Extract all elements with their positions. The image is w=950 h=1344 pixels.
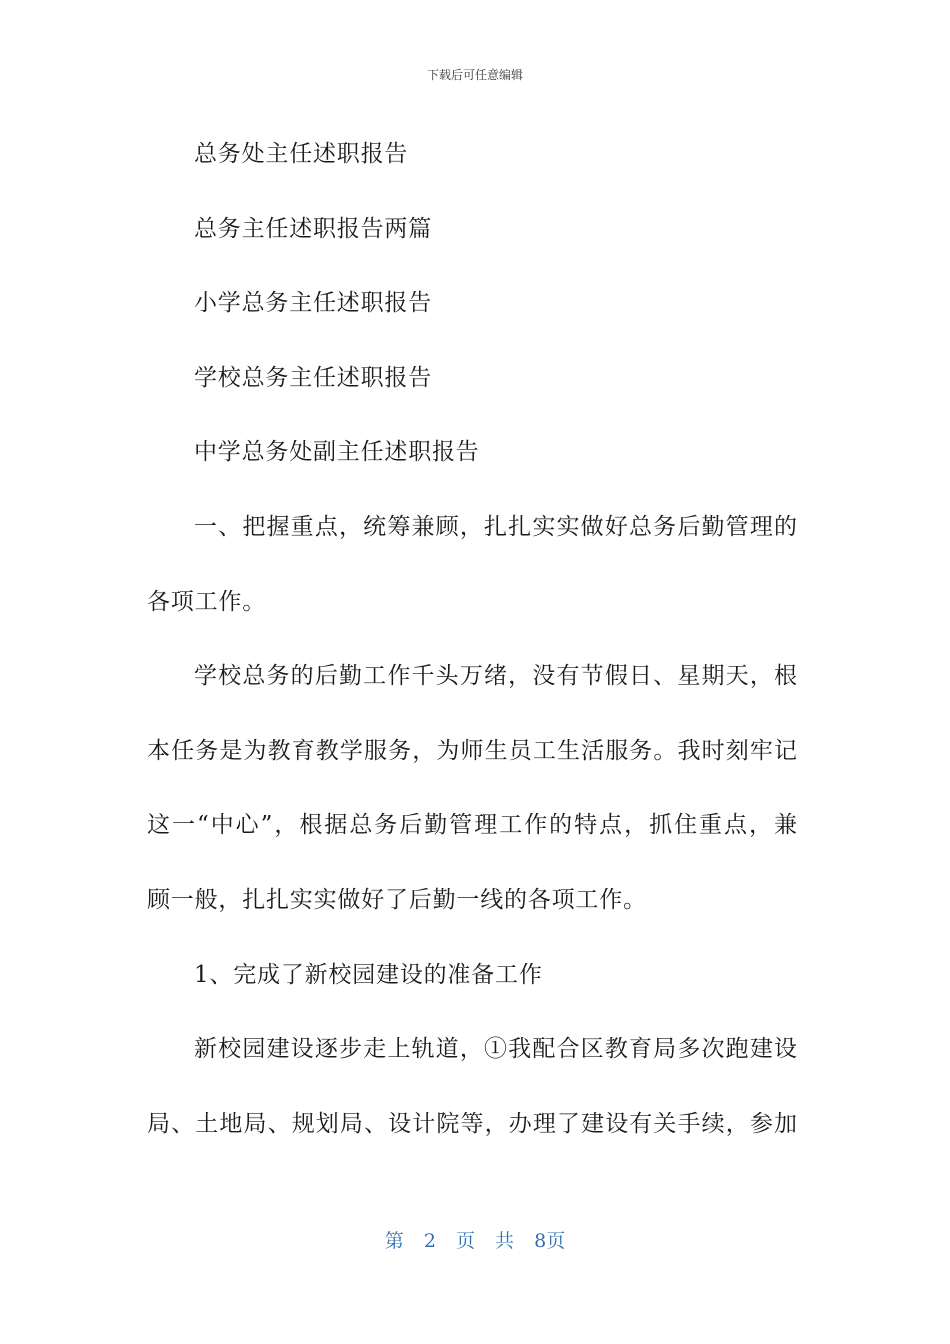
- header-note: 下载后可任意编辑: [426, 68, 523, 82]
- paragraph-line: 学校总务的后勤工作千头万绪，没有节假日、星期天，根: [194, 663, 797, 690]
- paragraph-line: 本任务是为教育教学服务，为师生员工生活服务。我时刻牢记: [147, 737, 797, 764]
- page-footer: [0, 1226, 950, 1253]
- title-line: 总务主任述职报告两篇: [194, 215, 432, 242]
- document-body: [147, 117, 797, 1161]
- paragraph-line: 顾一般，扎扎实实做好了后勤一线的各项工作。: [147, 886, 647, 913]
- footer-total-word: 共: [495, 1230, 515, 1252]
- footer-current-page: 2: [423, 1230, 436, 1252]
- title-line: 总务处主任述职报告: [194, 141, 409, 167]
- footer-total-pages: 8页: [534, 1230, 566, 1252]
- footer-prefix: 第: [384, 1230, 404, 1252]
- paragraph-line: 一、把握重点，统筹兼顾，扎扎实实做好总务后勤管理的: [194, 513, 797, 540]
- paragraph-line: 局、土地局、规划局、设计院等，办理了建设有关手续，参加: [147, 1110, 797, 1137]
- title-line: 学校总务主任述职报告: [194, 364, 432, 391]
- footer-page-word: 页: [455, 1230, 475, 1252]
- title-line: 中学总务处副主任述职报告: [194, 439, 480, 466]
- paragraph-line: 新校园建设逐步走上轨道，①我配合区教育局多次跑建设: [194, 1036, 797, 1063]
- paragraph-line: 各项工作。: [147, 588, 266, 615]
- title-line: 小学总务主任述职报告: [194, 290, 432, 317]
- paragraph-line: 这一“中心”，根据总务后勤管理工作的特点，抓住重点，兼: [147, 812, 797, 839]
- section-heading: 1、完成了新校园建设的准备工作: [194, 961, 543, 988]
